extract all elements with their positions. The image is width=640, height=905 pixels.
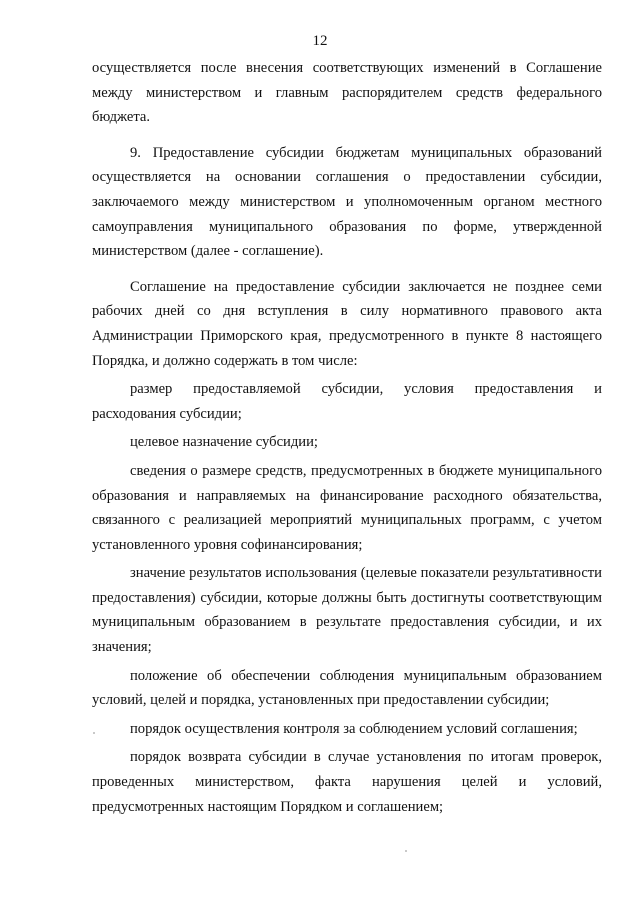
- list-item-subsidy-size: размер предоставляемой субсидии, условия предоставления и расходования субсидии;: [92, 381, 602, 422]
- paragraph-clause-9: 9. Предоставление субсидии бюджетам муниципальных образований осуществляется на основании соглашения о предоставлении субсидии, заключаемого между министерством и уполномоченным органом местного самоуправления муниципального образования по форме, утвержденной министерством (далее - соглашение).: [92, 144, 602, 260]
- paragraph-continuation: осуществляется после внесения соответствующих изменений в Соглашение между министерством и главным распорядителем средств федерального бюджета.: [92, 60, 602, 126]
- list-item-compliance-provision: положение об обеспечении соблюдения муниципальным образованием условий, целей и порядка, установленных при предоставлении субсидии;: [92, 667, 602, 709]
- scan-speck: [405, 850, 407, 852]
- list-item-control-procedure: порядок осуществления контроля за соблюдением условий соглашения;: [130, 720, 578, 737]
- list-item-results-values: значение результатов использования (целевые показатели результативности предоставления) субсидии, которые должны быть достигнуты соответствующим муниципальным образованием в результате предоставления субсидии, и их значения;: [92, 565, 602, 656]
- document-body: [92, 56, 602, 819]
- scan-speck: [93, 732, 95, 734]
- page-number: 12: [312, 33, 328, 49]
- paragraph-agreement-terms: Соглашение на предоставление субсидии заключается не позднее семи рабочих дней со дня вступления в силу нормативного правового акта Администрации Приморского края, предусмотренного в пункте 8 настоящего Порядка, и должно содержать в том числе:: [92, 278, 602, 369]
- list-item-subsidy-purpose: целевое назначение субсидии;: [130, 434, 318, 451]
- list-item-refund-procedure: порядок возврата субсидии в случае установления по итогам проверок, проведенных министерством, факта нарушения целей и условий, предусмотренных настоящим Порядком и соглашением;: [92, 749, 602, 815]
- list-item-budget-funds: сведения о размере средств, предусмотренных в бюджете муниципального образования и направляемых на финансирование расходного обязательства, связанного с реализацией мероприятий муниципальных программ, с учетом установленного уровня софинансирования;: [92, 462, 602, 553]
